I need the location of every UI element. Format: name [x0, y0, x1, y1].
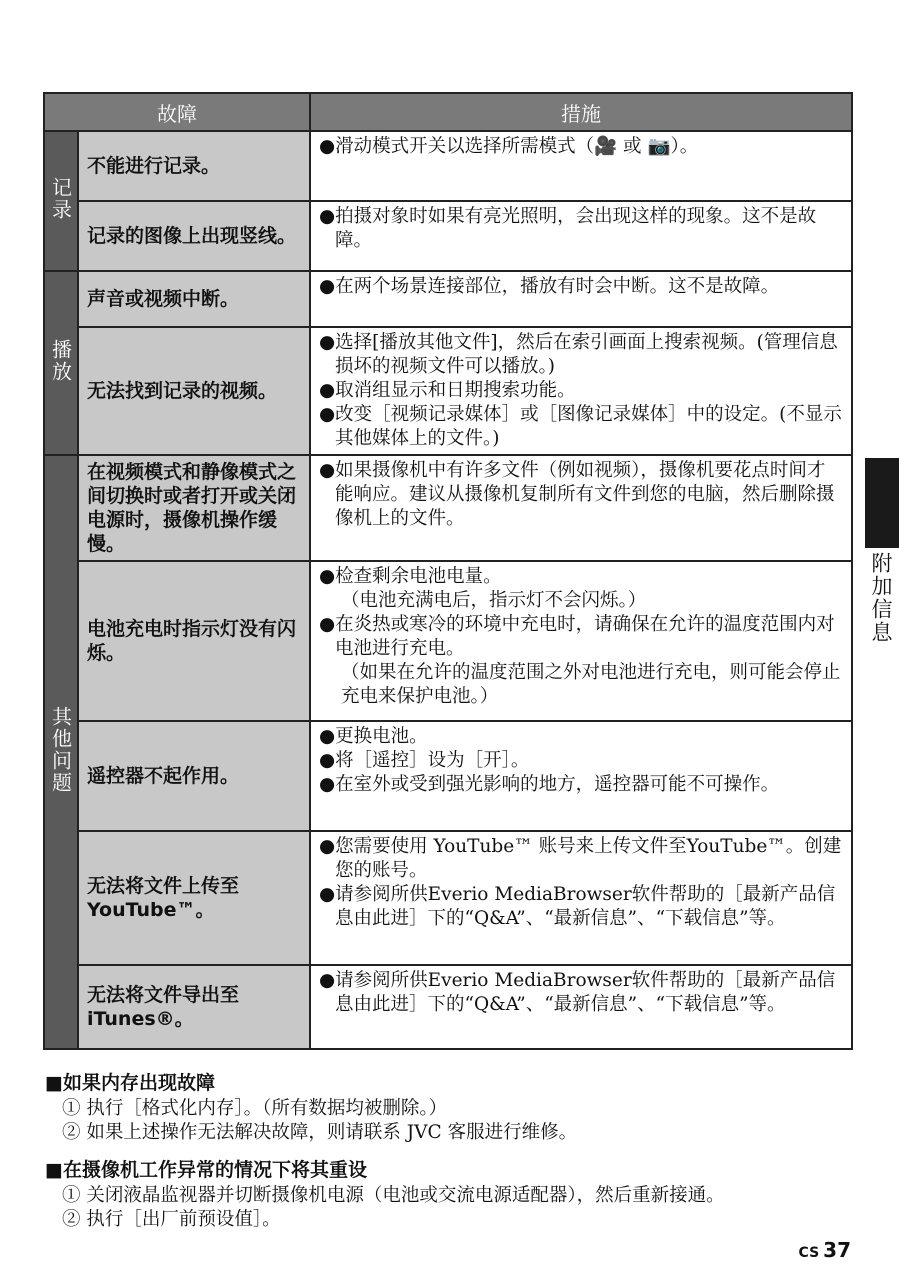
section-title: ■在摄像机工作异常的情况下将其重设	[45, 1159, 367, 1181]
problem-cell: 在视频模式和静像模式之间切换时或者打开或关闭电源时，摄像机操作缓慢。	[78, 455, 310, 561]
header-action: 措施	[310, 93, 852, 131]
section-item: ① 关闭液晶监视器并切断摄像机电源（电池或交流电源适配器），然后重新接通。	[62, 1185, 725, 1206]
category-other: 其他问题	[44, 455, 78, 1049]
action-cell: ●请参阅所供Everio MediaBrowser软件帮助的［最新产品信息由此进］下的“Q&A”、“最新信息”、“下载信息”等。	[310, 965, 852, 1049]
action-cell: ●选择[播放其他文件]，然后在索引画面上搜索视频。(管理信息损坏的视频文件可以播放。) ●取消组显示和日期搜索功能。 ●改变［视频记录媒体］或［图像记录媒体］中的设定。(不显示其他媒体上的文件。)	[310, 327, 852, 455]
section-item: ② 执行［出厂前预设值］。	[62, 1209, 281, 1230]
action-cell: ●更换电池。 ●将［遥控］设为［开］。 ●在室外或受到强光影响的地方，遥控器可能不可操作。	[310, 721, 852, 831]
problem-cell: 电池充电时指示灯没有闪烁。	[78, 561, 310, 721]
action-cell: ●在两个场景连接部位，播放有时会中断。这不是故障。	[310, 271, 852, 327]
header-problem: 故障	[44, 93, 310, 131]
side-tab-label: 附加信息	[869, 552, 893, 644]
action-cell: ●滑动模式开关以选择所需模式（🎥 或 📷）。	[310, 131, 852, 201]
side-tab-marker	[865, 458, 899, 548]
problem-cell: 无法将文件上传至YouTube™。	[78, 831, 310, 965]
problem-cell: 无法找到记录的视频。	[78, 327, 310, 455]
action-cell: ●拍摄对象时如果有亮光照明，会出现这样的现象。这不是故障。	[310, 201, 852, 271]
action-cell: ●如果摄像机中有许多文件（例如视频），摄像机要花点时间才能响应。建议从摄像机复制所有文件到您的电脑，然后删除摄像机上的文件。	[310, 455, 852, 561]
problem-cell: 不能进行记录。	[78, 131, 310, 201]
problem-cell: 无法将文件导出至iTunes®。	[78, 965, 310, 1049]
section-item: ② 如果上述操作无法解决故障，则请联系 JVC 客服进行维修。	[62, 1122, 578, 1143]
problem-cell: 声音或视频中断。	[78, 271, 310, 327]
action-cell: ●检查剩余电池电量。 （电池充满电后，指示灯不会闪烁。） ●在炎热或寒冷的环境中充电时，请确保在允许的温度范围内对电池进行充电。 （如果在允许的温度范围之外对电池进行充电，则可能会停止充电来保护电池。）	[310, 561, 852, 721]
category-record: 记录	[44, 131, 78, 271]
category-playback: 播放	[44, 271, 78, 455]
section-title: ■如果内存出现故障	[45, 1072, 215, 1094]
page-number: CS 37	[798, 1238, 851, 1262]
action-cell: ●您需要使用 YouTube™ 账号来上传文件至YouTube™。创建您的账号。 ●请参阅所供Everio MediaBrowser软件帮助的［最新产品信息由此进］下的“Q&A”、“最新信息”、“下载信息”等。	[310, 831, 852, 965]
troubleshooting-table	[43, 92, 851, 1047]
problem-cell: 记录的图像上出现竖线。	[78, 201, 310, 271]
section-item: ① 执行［格式化内存］。（所有数据均被删除。）	[62, 1098, 448, 1119]
problem-cell: 遥控器不起作用。	[78, 721, 310, 831]
